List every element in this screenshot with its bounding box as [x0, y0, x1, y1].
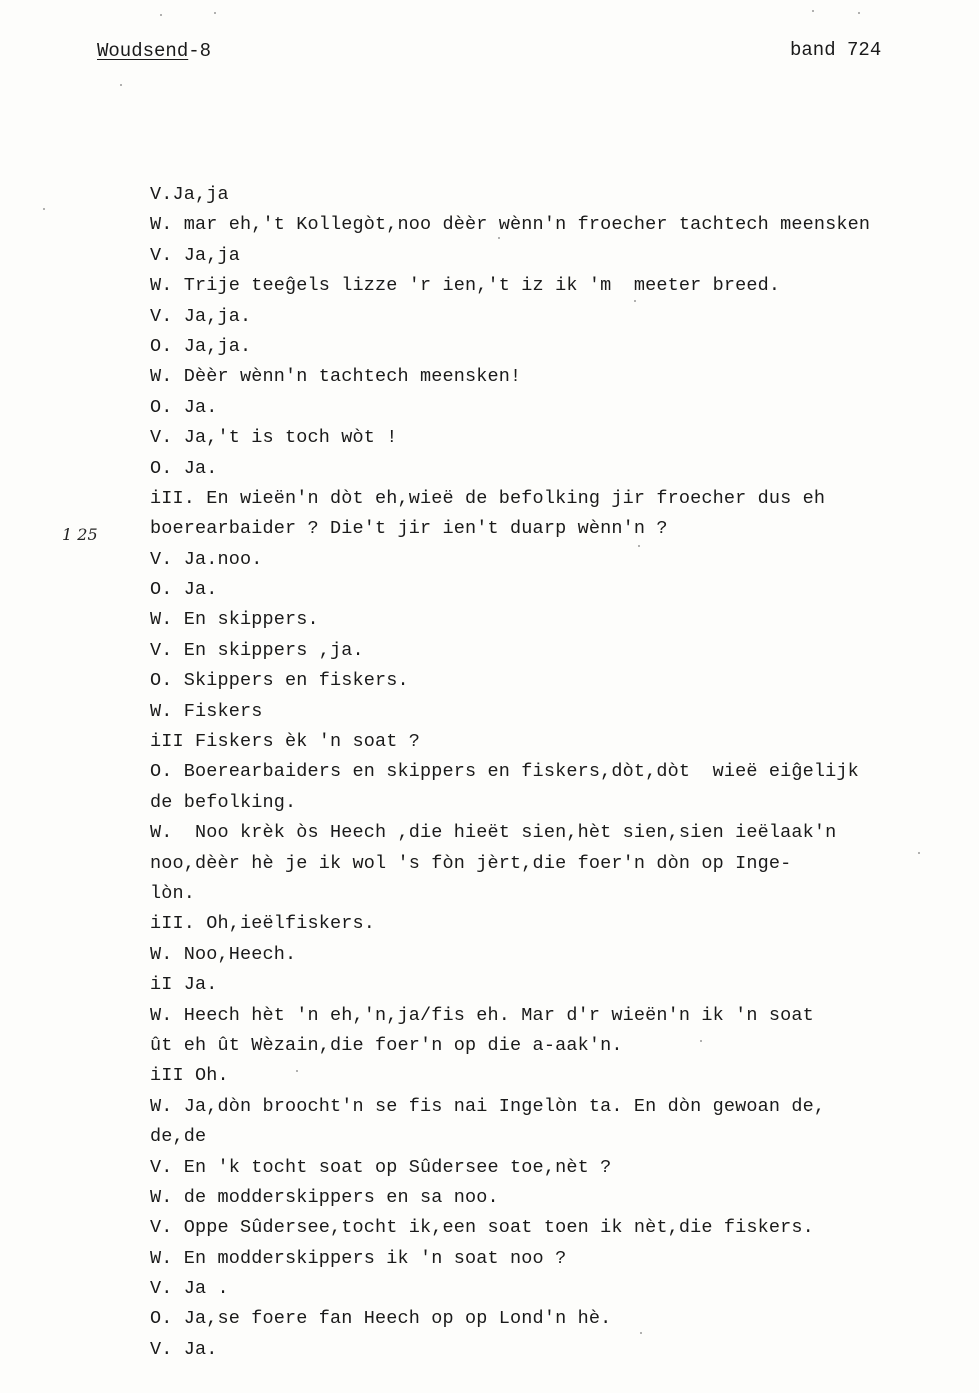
transcript-line: noo,dèèr hè je ik wol 's fòn jèrt,die foer'n dòn op Inge- — [150, 852, 792, 874]
transcript-line: O. Ja. — [150, 579, 218, 601]
speck — [640, 1332, 642, 1334]
transcript-line: V. Ja,'t is toch wòt ! — [150, 427, 398, 449]
transcript-line: iII Fiskers èk 'n soat ? — [150, 731, 421, 753]
transcript-line: O. Skippers en fiskers. — [150, 670, 409, 692]
speck — [858, 12, 860, 14]
transcript-line: O. Boerearbaiders en skippers en fiskers,dòt,dòt wieë eiĝelijk — [150, 761, 859, 783]
speck — [120, 84, 122, 86]
transcript-line: boerearbaider ? Die't jir ien't duarp wènn'n ? — [150, 518, 668, 540]
speck — [638, 545, 640, 547]
transcript-line: V. En 'k tocht soat op Sûdersee toe,nèt ? — [150, 1156, 612, 1178]
location-name: Woudsend — [97, 40, 189, 62]
transcript-line: W. de modderskippers en sa noo. — [150, 1186, 499, 1208]
transcript — [150, 180, 970, 1365]
transcript-line: iII Oh. — [150, 1065, 229, 1087]
speck — [296, 1070, 298, 1072]
transcript-line: O. Ja. — [150, 396, 218, 418]
speck — [918, 852, 920, 854]
transcript-line: iII. En wieën'n dòt eh,wieë de befolking jir froecher dus eh — [150, 487, 826, 509]
transcript-line: iII. Oh,ieëlfiskers. — [150, 913, 376, 935]
transcript-line: O. Ja,ja. — [150, 335, 252, 357]
speck — [214, 12, 216, 14]
transcript-line: V. Ja,ja. — [150, 305, 252, 327]
transcript-line: W. Noo,Heech. — [150, 943, 297, 965]
speck — [43, 208, 45, 210]
transcript-line: W. Trije teeĝels lizze 'r ien,'t iz ik 'm meeter breed. — [150, 275, 781, 297]
transcript-line: V. Ja,ja — [150, 244, 241, 266]
page-header-location — [97, 39, 211, 63]
transcript-line: O. Ja,se foere fan Heech op op Lond'n hè. — [150, 1308, 612, 1330]
margin-note: 1 25 — [62, 525, 98, 544]
transcript-line: W. Fiskers — [150, 700, 263, 722]
transcript-line: V.Ja,ja — [150, 184, 229, 205]
tape-number: band 724 — [790, 39, 882, 61]
transcript-line: W. Noo krèk òs Heech ,die hieët sien,hèt sien,sien ieëlaak'n — [150, 822, 837, 844]
speck — [700, 1040, 702, 1042]
transcript-line: V. Ja . — [150, 1278, 229, 1300]
transcript-line: V. En skippers ,ja. — [150, 639, 364, 661]
transcript-line: W. En modderskippers ik 'n soat noo ? — [150, 1247, 567, 1269]
transcript-line: iI Ja. — [150, 974, 218, 996]
transcript-line: ût eh ût Wèzain,die foer'n op die a-aak'n. — [150, 1034, 623, 1056]
speck — [498, 237, 500, 239]
transcript-line: W. Heech hèt 'n eh,'n,ja/fis eh. Mar d'r wieën'n ik 'n soat — [150, 1004, 814, 1026]
speck — [812, 10, 814, 12]
transcript-line: W. En skippers. — [150, 609, 319, 631]
speck — [634, 300, 636, 302]
transcript-line: W. Ja,dòn broocht'n se fis nai Ingelòn ta. En dòn gewoan de, — [150, 1095, 826, 1117]
transcript-line: V. Oppe Sûdersee,tocht ik,een soat toen ik nèt,die fiskers. — [150, 1217, 814, 1239]
page-number: -8 — [188, 40, 212, 62]
transcript-line: lòn. — [150, 882, 196, 904]
transcript-line: V. Ja. — [150, 1338, 218, 1360]
transcript-line: de befolking. — [150, 791, 297, 813]
speck — [160, 14, 162, 16]
transcript-line: W. mar eh,'t Kollegòt,noo dèèr wènn'n froecher tachtech meensken — [150, 214, 871, 236]
transcript-line: O. Ja. — [150, 457, 218, 479]
transcript-line: de,de — [150, 1126, 207, 1148]
transcript-line: W. Dèèr wènn'n tachtech meensken! — [150, 366, 522, 388]
transcript-line: V. Ja.noo. — [150, 548, 263, 570]
